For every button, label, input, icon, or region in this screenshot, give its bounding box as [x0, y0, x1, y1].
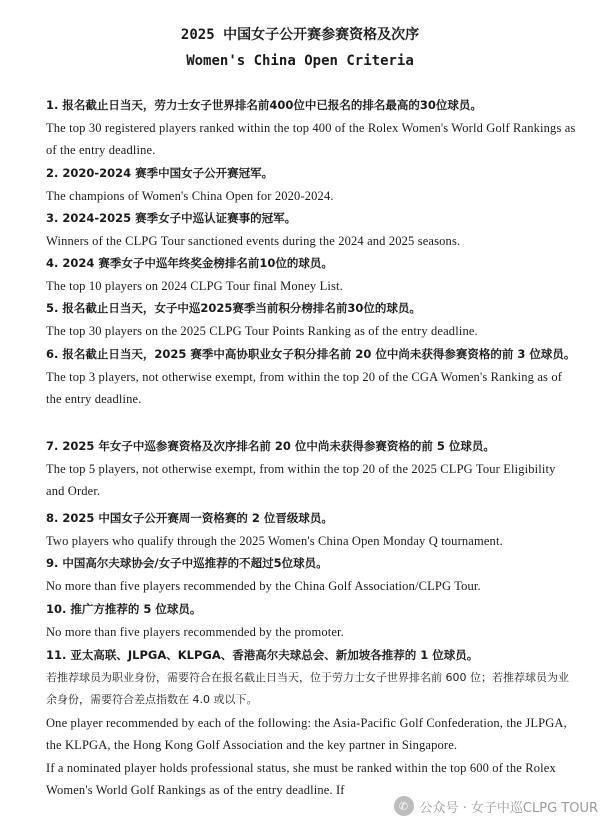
wechat-icon: ✆ [394, 796, 414, 816]
criterion-3 [46, 207, 576, 252]
criterion-heading: 8. 2025 中国女子公开赛周一资格赛的 2 位晋级球员。 [46, 511, 333, 525]
criterion-heading: 5. 报名截止日当天，女子中巡2025赛季当前积分榜排名前30位的球员。 [46, 301, 421, 315]
watermark [394, 793, 600, 819]
criterion-english: The top 10 players on 2024 CLPG Tour final Money List. [46, 278, 343, 293]
criterion-1 [46, 94, 576, 162]
title-english: Women's China Open Criteria [186, 53, 414, 69]
criterion-english: The champions of Women's China Open for 2020-2024. [46, 188, 334, 203]
criterion-english: The top 30 players on the 2025 CLPG Tour Points Ranking as of the entry deadline. [46, 323, 478, 338]
criterion-5 [46, 297, 576, 342]
title-chinese: 2025 中国女子公开赛参赛资格及次序 [180, 27, 420, 43]
watermark-text: 公众号 · 女子中巡CLPG TOUR [419, 800, 598, 816]
criterion-english: The top 3 players, not otherwise exempt, from within the top 20 of the CGA Women's Ranking as of the entry deadline. [46, 369, 563, 406]
criterion-english: No more than five players recommended by the China Golf Association/CLPG Tour. [46, 578, 481, 593]
criterion-heading: 4. 2024 赛季女子中巡年终奖金榜排名前10位的球员。 [46, 256, 333, 270]
criterion-heading: 11. 亚太高联、JLPGA、KLPGA、香港高尔夫球总会、新加坡各推荐的 1 位球员。 [46, 648, 479, 662]
criterion-heading: 7. 2025 年女子中巡参赛资格及次序排名前 20 位中尚未获得参赛资格的前 5 位球员。 [46, 439, 495, 453]
criterion-english-note: If a nominated player holds professional status, she must be ranked within the top 600 of the Rolex Women's World Golf Rankings as of the entry deadline. If [46, 760, 556, 797]
criterion-english: Winners of the CLPG Tour sanctioned events during the 2024 and 2025 seasons. [46, 233, 461, 248]
criterion-english: Two players who qualify through the 2025 Women's China Open Monday Q tournament. [46, 533, 503, 548]
criterion-english: No more than five players recommended by the promoter. [46, 624, 344, 639]
criterion-heading: 2. 2020-2024 赛季中国女子公开赛冠军。 [46, 166, 274, 180]
criterion-heading: 3. 2024-2025 赛季女子中巡认证赛事的冠军。 [46, 211, 297, 225]
criterion-chinese-note: 若推荐球员为职业身份，需要符合在报名截止日当天，位于劳力士女子世界排名前 600 位；若推荐球员为业余身份，需要符合差点指数在 4.0 或以下。 [46, 670, 569, 706]
criterion-11 [46, 644, 576, 802]
criterion-4 [46, 252, 576, 297]
criterion-heading: 10. 推广方推荐的 5 位球员。 [46, 602, 202, 616]
criterion-10 [46, 598, 576, 643]
criterion-6 [46, 343, 576, 411]
criterion-8 [46, 507, 576, 552]
criterion-7 [46, 435, 576, 503]
criterion-english: The top 5 players, not otherwise exempt, from within the top 20 of the 2025 CLPG Tour Eligibility and Order. [46, 461, 556, 498]
criterion-heading: 1. 报名截止日当天，劳力士女子世界排名前400位中已报名的排名最高的30位球员。 [46, 98, 482, 112]
criterion-2 [46, 162, 576, 207]
criterion-english: One player recommended by each of the following: the Asia-Pacific Golf Confederation, the JLPGA, the KLPGA, the Hong Kong Golf Association and the key partner in Singapore. [46, 715, 567, 752]
criterion-9 [46, 552, 576, 597]
criterion-heading: 6. 报名截止日当天，2025 赛季中高协职业女子积分排名前 20 位中尚未获得参赛资格的前 3 位球员。 [46, 347, 576, 361]
criterion-heading: 9. 中国高尔夫球协会/女子中巡推荐的不超过5位球员。 [46, 556, 328, 570]
criterion-english: The top 30 registered players ranked within the top 400 of the Rolex Women's World Golf Rankings as of the entry deadline. [46, 120, 576, 157]
